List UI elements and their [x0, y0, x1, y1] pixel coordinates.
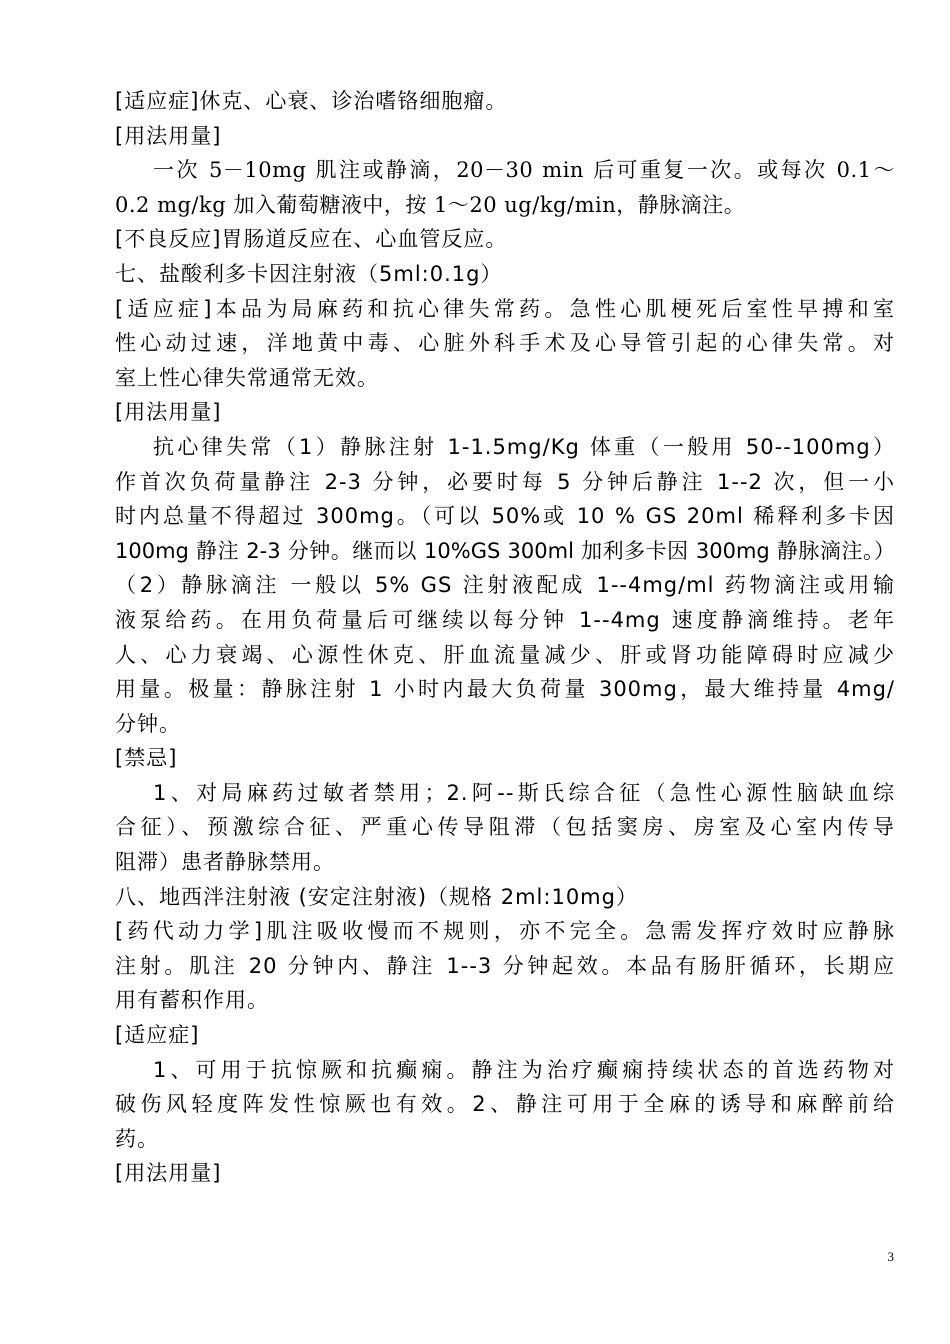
section-heading-diazepam: 八、地西泮注射液 (安定注射液)（规格 2ml:10mg）: [115, 884, 638, 909]
dosage-paragraph-line: 抗心律失常（1）静脉注射 1-1.5mg/Kg 体重（一般用 50--100mg）: [153, 434, 895, 459]
dosage-paragraph-line: 分钟。: [115, 711, 181, 736]
indication-heading: [适应症]: [115, 1023, 200, 1048]
indication-paragraph-line: 药。: [115, 1126, 159, 1151]
dosage-heading: [用法用量]: [115, 123, 222, 148]
dosage-paragraph-line: 用量。极量：静脉注射 1 小时内最大负荷量 300mg，最大维持量 4mg/: [115, 677, 895, 702]
pharmacokinetics-paragraph-line: 注射。肌注 20 分钟内、静注 1--3 分钟起效。本品有肠肝循环，长期应: [115, 953, 895, 978]
pharmacokinetics-paragraph-line: 用有蓄积作用。: [115, 988, 269, 1013]
section-heading-lidocaine: 七、盐酸利多卡因注射液（5ml:0.1g）: [115, 261, 503, 286]
dosage-paragraph-line: 人、心力衰竭、心源性休克、肝血流量减少、肝或肾功能障碍时应减少: [115, 642, 895, 667]
indication-paragraph-line: 1、可用于抗惊厥和抗癫痫。静注为治疗癫痫持续状态的首选药物对: [153, 1057, 895, 1082]
contraindication-heading: [禁忌]: [115, 746, 178, 771]
adverse-reaction-line: [不良反应]胃肠道反应在、心血管反应。: [115, 227, 508, 252]
indication-heading-line: [适应症]休克、心衰、诊治嗜铬细胞瘤。: [115, 89, 508, 113]
dosage-paragraph-line: 100mg 静注 2-3 分钟。继而以 10%GS 300ml 加利多卡因 300mg 静脉滴注。）: [115, 538, 895, 563]
dosage-paragraph-line: 作首次负荷量静注 2-3 分钟，必要时每 5 分钟后静注 1--2 次，但一小: [115, 469, 895, 494]
page-number: 3: [887, 1249, 894, 1264]
dosage-paragraph-line: （2）静脉滴注 一般以 5% GS 注射液配成 1--4mg/ml 药物滴注或用输: [115, 573, 895, 598]
indication-paragraph-line: [适应症]本品为局麻药和抗心律失常药。急性心肌梗死后室性早搏和室: [115, 296, 895, 321]
indication-paragraph-line: 室上性心律失常通常无效。: [115, 365, 379, 390]
dosage-heading: [用法用量]: [115, 1161, 222, 1186]
pharmacokinetics-paragraph-line: [药代动力学]肌注吸收慢而不规则，亦不完全。急需发挥疗效时应静脉: [115, 919, 895, 944]
dosage-paragraph-line: 时内总量不得超过 300mg。（可以 50%或 10 % GS 20ml 稀释利多卡因: [115, 504, 895, 529]
indication-paragraph-line: 破伤风轻度阵发性惊厥也有效。2、静注可用于全麻的诱导和麻醉前给: [115, 1092, 895, 1117]
contraindication-paragraph-line: 阻滞）患者静脉禁用。: [115, 850, 335, 875]
dosage-paragraph-line: 一次 5－10mg 肌注或静滴，20－30 min 后可重复一次。或每次 0.1～: [153, 158, 895, 183]
contraindication-paragraph-line: 合征）、预激综合征、严重心传导阻滞（包括窦房、房室及心室内传导: [115, 815, 895, 840]
dosage-heading: [用法用量]: [115, 400, 222, 425]
contraindication-paragraph-line: 1、对局麻药过敏者禁用；2.阿--斯氏综合征（急性心源性脑缺血综: [153, 780, 895, 805]
document-body: [115, 84, 895, 1191]
indication-paragraph-line: 性心动过速，洋地黄中毒、心脏外科手术及心导管引起的心律失常。对: [115, 331, 895, 356]
dosage-paragraph-line: 液泵给药。在用负荷量后可继续以每分钟 1--4mg 速度静滴维持。老年: [115, 607, 895, 632]
dosage-paragraph-line: 0.2 mg/kg 加入葡萄糖液中，按 1～20 ug/kg/min，静脉滴注。: [115, 192, 746, 217]
